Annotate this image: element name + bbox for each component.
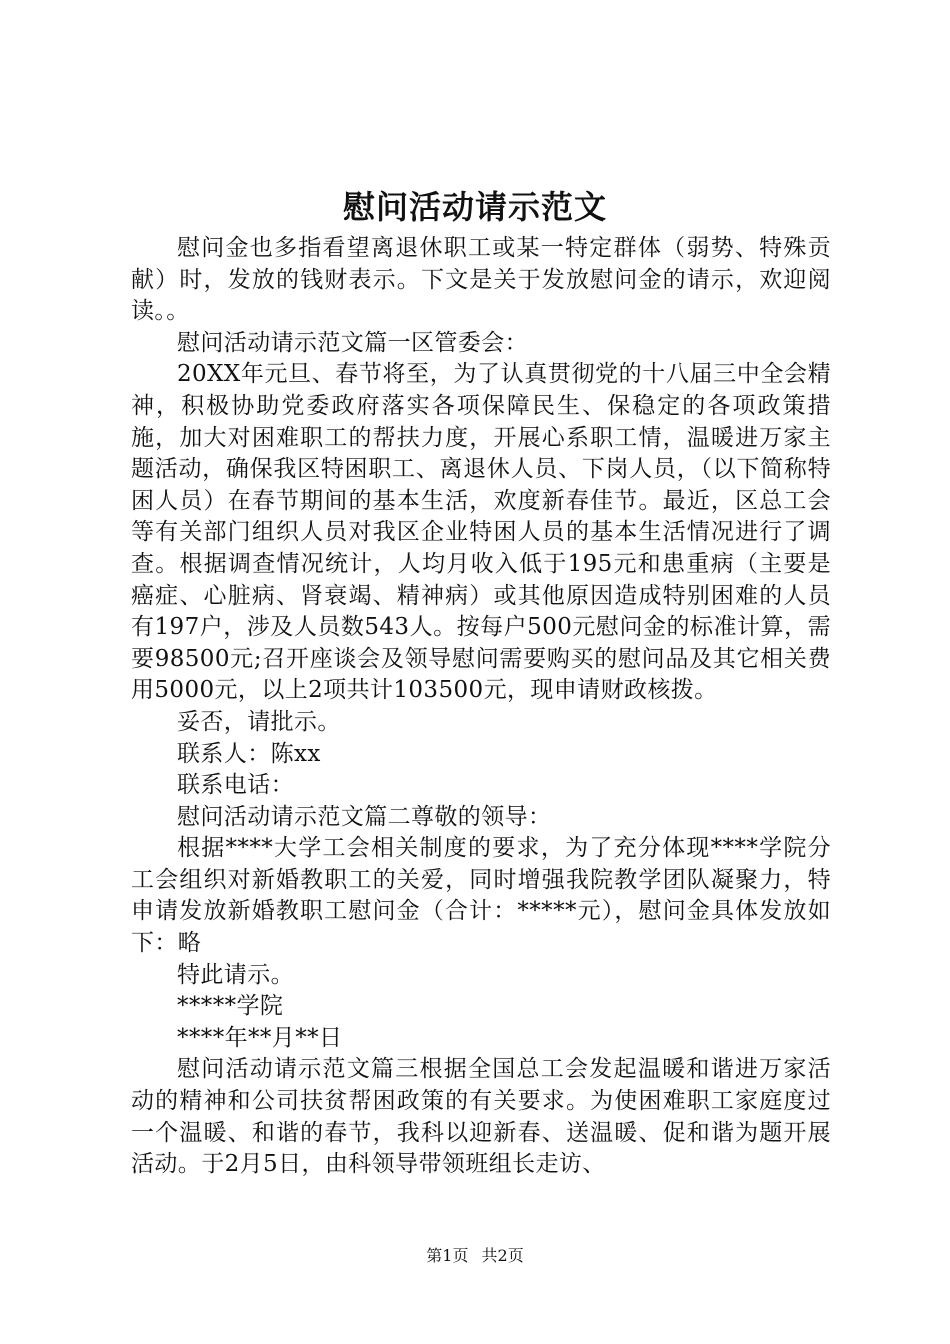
paragraph-heading-two: 慰问活动请示范文篇二尊敬的领导： [177,803,552,830]
paragraph-approval: 妥否，请批示。 [177,708,341,735]
paragraph-heading-three: 慰问活动请示范文篇三根据全国总工会发起温暖和谐进万家活动的精神和公司扶贫帮困政策的有关要求。为使困难职工家庭度过一个温暖、和谐的春节，我科以迎新春、送温暖、促和谐为题开展活动。于2月5日，由科领导带领班组长走访、 [131,1056,831,1178]
page-number: 第1页 [426,1246,469,1265]
page-total: 共2页 [481,1246,524,1265]
paragraph-heading-one: 慰问活动请示范文篇一区管委会： [177,329,528,356]
paragraph-request-one: 20XX年元旦、春节将至，为了认真贯彻党的十八届三中全会精神，积极协助党委政府落实各项保障民生、保稳定的各项政策措施，加大对困难职工的帮扶力度，开展心系职工情，温暖进万家主题活动，确保我区特困职工、离退休人员、下岗人员，（以下简称特困人员）在春节期间的基本生活，欢度新春佳节。最近，区总工会等有关部门组织人员对我区企业特困人员的基本生活情况进行了调查。根据调查情况统计，人均月收入低于195元和患重病（主要是癌症、心脏病、肾衰竭、精神病）或其他原因造成特别困难的人员有197户，涉及人员数543人。按每户500元慰问金的标准计算，需要98500元;召开座谈会及领导慰问需要购买的慰问品及其它相关费用5000元，以上2项共计103500元，现申请财政核拨。 [131,361,831,704]
paragraph-phone: 联系电话： [177,772,294,799]
paragraph-closing: 特此请示。 [177,961,294,988]
paragraph-request-two: 根据****大学工会相关制度的要求，为了充分体现****学院分工会组织对新婚教职工的关爱，同时增强我院教学团队凝聚力，特申请发放新婚教职工慰问金（合计：*****元），慰问金具体发放如下：略 [131,835,831,957]
paragraph-date: ****年**月**日 [177,1024,343,1051]
paragraph-signature: *****学院 [177,993,284,1020]
document-body [131,233,831,1181]
page-footer [0,1244,950,1268]
paragraph-contact: 联系人：陈xx [177,740,321,767]
document-title: 慰问活动请示范文 [342,188,607,226]
paragraph-intro: 慰问金也多指看望离退休职工或某一特定群体（弱势、特殊贡献）时，发放的钱财表示。下文是关于发放慰问金的请示，欢迎阅读。。 [131,235,831,325]
